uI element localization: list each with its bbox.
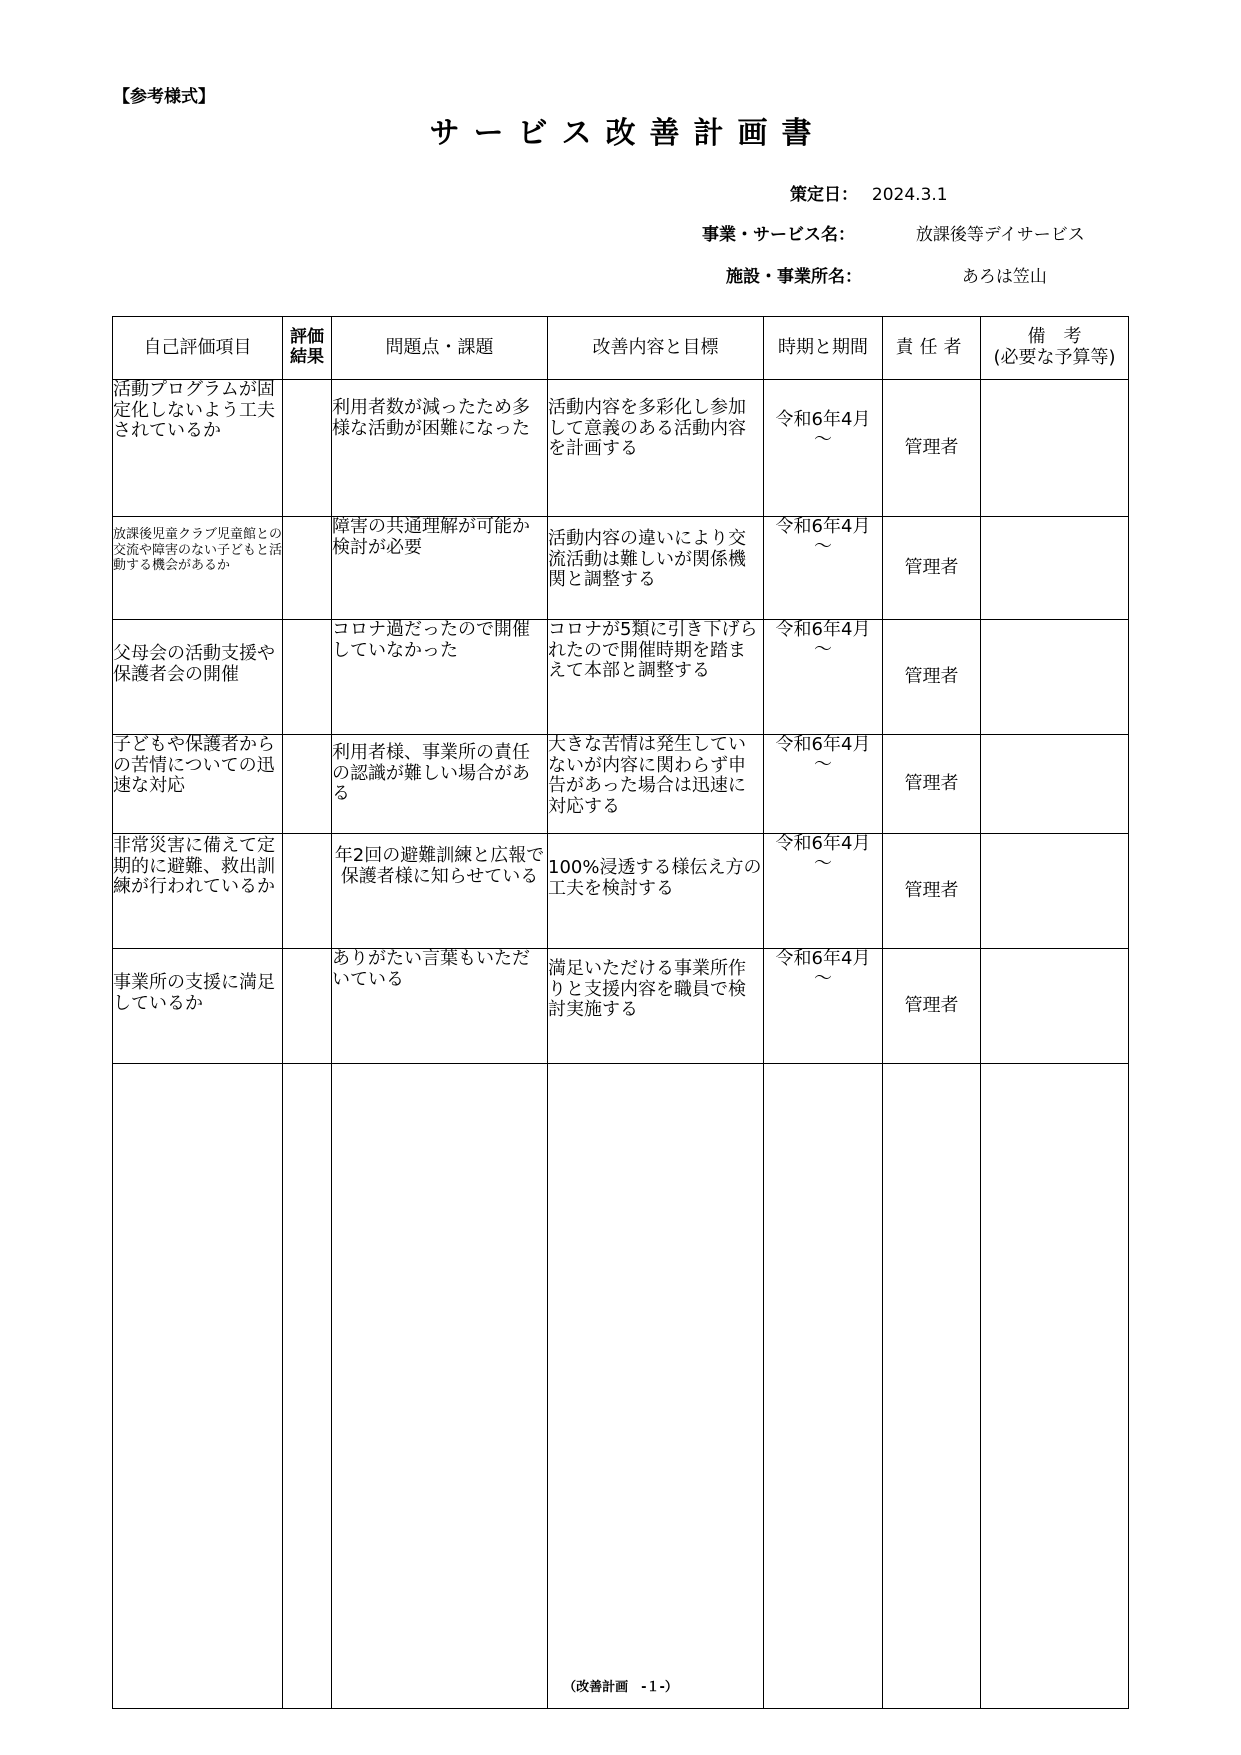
row-notes (981, 949, 1129, 1064)
meta-service-label: 事業・サービス名： (702, 225, 855, 245)
table-row (113, 380, 1129, 517)
row-person: 管理者 (883, 620, 981, 735)
row-person: 管理者 (883, 949, 981, 1064)
row-period: 令和6年4月 ～ (764, 949, 883, 1064)
improvement-plan-table (112, 316, 1129, 1709)
row-result (283, 380, 332, 517)
row-result (283, 517, 332, 620)
table-row (113, 735, 1129, 834)
table-row (113, 620, 1129, 735)
table-header-row (113, 317, 1129, 380)
row-item: 子どもや保護者からの苦情についての迅速な対応 (113, 735, 283, 834)
header-result: 評価結果 (283, 317, 332, 380)
row-notes (981, 620, 1129, 735)
row-period: 令和6年4月 ～ (764, 834, 883, 949)
row-notes (981, 834, 1129, 949)
document-title: サービス改善計画書 (429, 116, 826, 151)
row-result (283, 949, 332, 1064)
meta-date-label: 策定日： (790, 185, 858, 205)
header-person: 責任者 (883, 317, 981, 380)
row-notes (981, 380, 1129, 517)
row-result (283, 735, 332, 834)
row-person: 管理者 (883, 380, 981, 517)
page-footer: （改善計画 -１-） (563, 1680, 678, 1695)
row-problem: ありがたい言葉もいただいている (332, 949, 548, 1064)
meta-facility-label: 施設・事業所名： (726, 267, 862, 287)
table-row (113, 834, 1129, 949)
empty-cell (548, 1064, 764, 1709)
row-improvement: 活動内容を多彩化し参加して意義のある活動内容を計画する (548, 380, 764, 517)
table-row (113, 949, 1129, 1064)
row-period: 令和6年4月 ～ (764, 380, 883, 517)
table-row (113, 517, 1129, 620)
row-improvement: 大きな苦情は発生していないが内容に関わらず申告があった場合は迅速に対応する (548, 735, 764, 834)
row-notes (981, 735, 1129, 834)
row-item: 父母会の活動支援や保護者会の開催 (113, 620, 283, 735)
empty-cell (283, 1064, 332, 1709)
row-person: 管理者 (883, 735, 981, 834)
header-improvement: 改善内容と目標 (548, 317, 764, 380)
row-problem: 利用者様、事業所の責任の認識が難しい場合がある (332, 735, 548, 834)
row-result (283, 834, 332, 949)
row-improvement: コロナが5類に引き下げられたので開催時期を踏まえて本部と調整する (548, 620, 764, 735)
table-empty-row (113, 1064, 1129, 1709)
header-problem: 問題点・課題 (332, 317, 548, 380)
reference-form-label: 【参考様式】 (113, 87, 215, 107)
row-problem: コロナ過だったので開催していなかった (332, 620, 548, 735)
empty-cell (113, 1064, 283, 1709)
row-item: 事業所の支援に満足しているか (113, 949, 283, 1064)
header-item: 自己評価項目 (113, 317, 283, 380)
row-item: 活動プログラムが固定化しないよう工夫されているか (113, 380, 283, 517)
empty-cell (883, 1064, 981, 1709)
row-person: 管理者 (883, 517, 981, 620)
row-improvement: 満足いただける事業所作りと支援内容を職員で検討実施する (548, 949, 764, 1064)
meta-service (702, 220, 1085, 245)
meta-facility (726, 262, 1047, 287)
meta-date-value: 2024.3.1 (871, 185, 948, 205)
header-period: 時期と期間 (764, 317, 883, 380)
row-result (283, 620, 332, 735)
row-improvement: 活動内容の違いにより交流活動は難しいが関係機関と調整する (548, 517, 764, 620)
row-notes (981, 517, 1129, 620)
empty-cell (332, 1064, 548, 1709)
row-person: 管理者 (883, 834, 981, 949)
meta-service-value: 放課後等デイサービス (915, 225, 1085, 245)
header-notes: 備 考 (必要な予算等) (981, 317, 1129, 380)
row-period: 令和6年4月 ～ (764, 517, 883, 620)
meta-date (790, 180, 948, 205)
row-problem: 障害の共通理解が可能か検討が必要 (332, 517, 548, 620)
meta-facility-value: あろは笠山 (961, 267, 1047, 287)
row-item: 放課後児童クラブ児童館との交流や障害のない子どもと活動する機会があるか (113, 517, 283, 620)
row-improvement: 100%浸透する様伝え方の工夫を検討する (548, 834, 764, 949)
row-problem: 利用者数が減ったため多様な活動が困難になった (332, 380, 548, 517)
row-problem: 年2回の避難訓練と広報で保護者様に知らせている (332, 834, 548, 949)
empty-cell (981, 1064, 1129, 1709)
row-item: 非常災害に備えて定期的に避難、救出訓練が行われているか (113, 834, 283, 949)
row-period: 令和6年4月 ～ (764, 620, 883, 735)
empty-cell (764, 1064, 883, 1709)
row-period: 令和6年4月 ～ (764, 735, 883, 834)
